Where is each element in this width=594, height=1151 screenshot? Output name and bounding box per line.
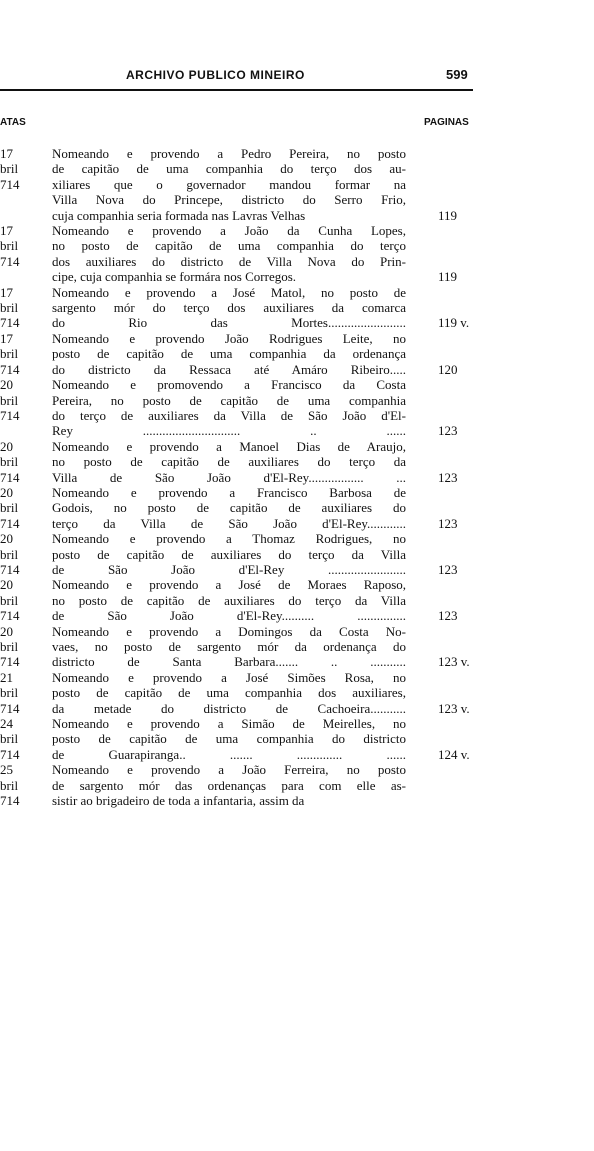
entry-date-line: bril <box>0 238 19 254</box>
entry-page-ref: 123 <box>438 469 458 485</box>
entry-text-line: Villa de São João d'El-Rey................. ... <box>52 469 406 485</box>
entry-text <box>52 223 406 285</box>
entry-date-line: 20 <box>0 577 13 593</box>
entry-text-line: posto de capitão de uma companhia dos auxiliares, <box>52 685 406 701</box>
entry-text-line: dos auxiliares do districto de Villa Nova do Prin- <box>52 253 406 269</box>
entry-date-line: 24 <box>0 716 13 732</box>
entry-date-line: bril <box>0 346 19 362</box>
entry-date-line: bril <box>0 454 19 470</box>
entry-date <box>0 577 40 623</box>
entry-text-line: Villa Nova do Princepe, districto do Serro Frio, <box>52 192 406 208</box>
entry-text <box>52 716 406 762</box>
entry-date-line: bril <box>0 592 19 608</box>
entry-date-line: 714 <box>0 469 20 485</box>
entry-page-ref: 124 v. <box>438 746 470 762</box>
entry-text-line: Nomeando e promovendo a Francisco da Costa <box>52 377 406 393</box>
entry-text-line: xiliares que o governador mandou formar na <box>52 176 406 192</box>
entry-date <box>0 439 40 485</box>
entry-text <box>52 670 406 716</box>
entry-text-line: do terço de auxiliares da Villa de São João d'El- <box>52 407 406 423</box>
entry-date-line: bril <box>0 392 19 408</box>
entry-text-line: Pereira, no posto de capitão de uma companhia <box>52 392 406 408</box>
entry-text <box>52 377 406 439</box>
entry-date <box>0 762 40 808</box>
entry-date-line: bril <box>0 500 19 516</box>
entry-date-line: bril <box>0 731 19 747</box>
entry-date <box>0 377 40 423</box>
entry-date-line: bril <box>0 546 19 562</box>
entry-date-line: bril <box>0 161 19 177</box>
entry-date-line: 20 <box>0 623 13 639</box>
entry <box>0 577 594 623</box>
entry-date-line: 17 <box>0 223 13 239</box>
entry-text-line: Nomeando e provendo a João Ferreira, no posto <box>52 762 406 778</box>
entry-date-line: bril <box>0 300 19 316</box>
entry-text <box>52 285 406 331</box>
entry-date <box>0 331 40 377</box>
entry-text-line: no posto de capitão de uma companhia do terço <box>52 238 406 254</box>
entry <box>0 670 594 716</box>
entry-text <box>52 577 406 623</box>
entry-date-line: 20 <box>0 438 13 454</box>
entry <box>0 377 594 439</box>
entry-text-line: no posto de capitão de auxiliares do terço da <box>52 454 406 470</box>
entry-text-line: no posto de capitão de auxiliares do terço da Villa <box>52 592 406 608</box>
entry-date-line: 714 <box>0 746 20 762</box>
entry <box>0 146 594 223</box>
entry-text-line: vaes, no posto de sargento mór da ordenança do <box>52 639 406 654</box>
entry-text-line: de São João d'El-Rey.......... ............... <box>52 608 406 624</box>
entry <box>0 531 594 577</box>
entry-date-line: 714 <box>0 561 20 577</box>
entry-text-line: da metade do districto de Cachoeira........... <box>52 700 406 716</box>
entry-date-line: 20 <box>0 531 13 547</box>
entry-text <box>52 624 406 670</box>
entry-date-line: 714 <box>0 608 20 624</box>
entry-text-line: cipe, cuja companhia se formára nos Corregos. <box>52 269 297 285</box>
entry-text-line: de São João d'El-Rey ........................ <box>52 561 406 577</box>
entry-text-line: posto de capitão de uma companhia da ordenança <box>52 346 406 362</box>
entry-date <box>0 146 40 192</box>
entry <box>0 439 594 485</box>
page-number: 599 <box>446 67 468 82</box>
entry-text-line: cuja companhia seria formada nas Lavras Velhas <box>52 207 306 223</box>
entry-text <box>52 331 406 377</box>
entry-text <box>52 439 406 485</box>
entry-page-ref: 119 <box>438 269 458 285</box>
entry-text <box>52 531 406 577</box>
entry <box>0 762 594 808</box>
entry <box>0 716 594 762</box>
entry-text-line: Nomeando e provendo a João da Cunha Lopes, <box>52 223 406 239</box>
entry <box>0 223 594 285</box>
entry-text-line: de sargento mór das ordenanças para com elle as- <box>52 777 406 793</box>
entry-date-line: 20 <box>0 484 13 500</box>
entry-text-line: posto de capitão de auxiliares do terço da Villa <box>52 546 406 562</box>
entry <box>0 624 594 670</box>
entry-text-line: Nomeando e provendo a Francisco Barbosa de <box>52 484 406 500</box>
entry-text-line: Nomeando e provendo a José Simões Rosa, no <box>52 669 406 685</box>
entry-page-ref: 119 v. <box>438 315 470 331</box>
entry-page-ref: 123 v. <box>438 700 470 716</box>
entry-page-ref: 123 <box>438 423 458 439</box>
entry-text-line: Nomeando e provendo a Thomaz Rodrigues, no <box>52 531 406 547</box>
entry-date-line: 21 <box>0 669 13 685</box>
entry-text <box>52 146 406 223</box>
archive-title: ARCHIVO PUBLICO MINEIRO <box>126 68 305 82</box>
entry-text-line: Nomeando e provendo a José de Moraes Raposo, <box>52 577 406 593</box>
entry-date-line: 714 <box>0 361 20 377</box>
entry-date <box>0 670 40 716</box>
entry-date <box>0 716 40 762</box>
entry-date-line: 17 <box>0 330 13 346</box>
entry-date-line: 17 <box>0 146 13 161</box>
entry-text-line: de Guarapiranga.. ....... .............. ...... <box>52 746 406 762</box>
entry-date <box>0 223 40 269</box>
entry-date-line: bril <box>0 777 19 793</box>
entry-page-ref: 123 <box>438 515 458 531</box>
entry-text-line: Nomeando e provendo a Simão de Meirelles, no <box>52 716 406 732</box>
entry-text-line: de capitão de uma companhia do terço dos au- <box>52 161 406 177</box>
entry-page-ref: 119 <box>438 207 458 223</box>
entry-date-line: 17 <box>0 284 13 300</box>
entry-date <box>0 624 40 670</box>
dates-column-label: ATAS <box>0 117 26 128</box>
entry-date-line: 714 <box>0 515 20 531</box>
entry-date-line: bril <box>0 685 19 701</box>
entry-text-line: do districto da Ressaca até Amáro Ribeiro..... <box>52 361 406 377</box>
entry <box>0 331 594 377</box>
entry-page-ref: 123 <box>438 561 458 577</box>
entry-text-line: sistir ao brigadeiro de toda a infantaria, assim da <box>52 793 305 809</box>
entry-text-line: do Rio das Mortes........................ <box>52 315 406 331</box>
entry-text-line: terço da Villa de São João d'El-Rey............ <box>52 515 406 531</box>
entry-page-ref: 123 <box>438 608 458 624</box>
entry-text <box>52 762 406 808</box>
entry-date-line: 714 <box>0 407 20 423</box>
entry-text-line: Nomeando e provendo João Rodrigues Leite, no <box>52 330 406 346</box>
entry-date <box>0 485 40 531</box>
entry-page-ref: 123 v. <box>438 654 470 670</box>
entry-date <box>0 531 40 577</box>
entry-text-line: Godois, no posto de capitão de auxiliares do <box>52 500 406 516</box>
entry-text-line: Nomeando e provendo a José Matol, no posto de <box>52 284 406 300</box>
entry-text-line: posto de capitão de uma companhia do districto <box>52 731 406 747</box>
entry-date-line: 714 <box>0 654 20 670</box>
entry-date-line: 714 <box>0 700 20 716</box>
entry-date-line: 714 <box>0 793 20 809</box>
entry-text-line: sargento mór do terço dos auxiliares da comarca <box>52 300 406 316</box>
entry-text <box>52 485 406 531</box>
entry-date-line: 20 <box>0 377 13 393</box>
pages-column-label: PAGINAS <box>424 117 469 128</box>
entry-date <box>0 285 40 331</box>
entry-page-ref: 120 <box>438 361 458 377</box>
entry-date-line: 714 <box>0 253 20 269</box>
entry-date-line: 714 <box>0 315 20 331</box>
entry-date-line: 714 <box>0 176 20 192</box>
entry-text-line: Rey .............................. .. ...... <box>52 423 406 439</box>
entry <box>0 285 594 331</box>
entry-text-line: Nomeando e provendo a Manoel Dias de Araujo, <box>52 438 406 454</box>
entry-text-line: districto de Santa Barbara....... .. ........... <box>52 654 406 670</box>
entry-text-line: Nomeando e provendo a Pedro Pereira, no posto <box>52 146 406 161</box>
entries-list <box>0 146 594 808</box>
entry-text-line: Nomeando e provendo a Domingos da Costa No- <box>52 623 406 639</box>
header-rule <box>0 89 473 91</box>
entry <box>0 485 594 531</box>
entry-date-line: bril <box>0 639 19 654</box>
entry-date-line: 25 <box>0 762 13 778</box>
